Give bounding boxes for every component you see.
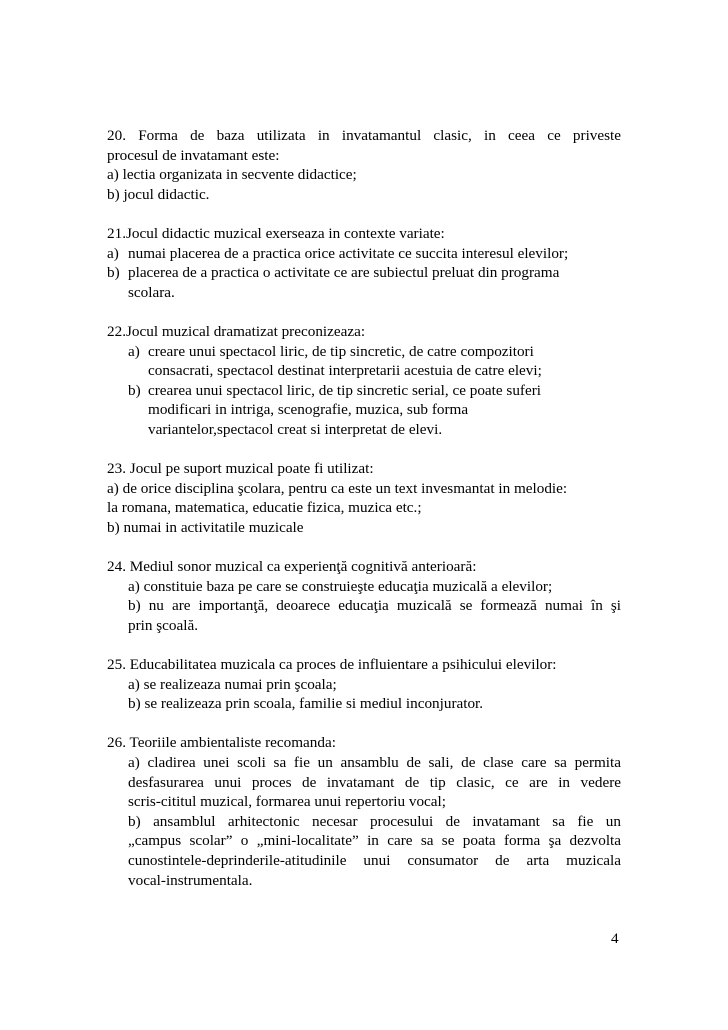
option-marker: a) [128, 342, 140, 360]
question-20-stem-line2: procesul de invatamant este: [107, 146, 280, 164]
question-21-option-a-text: numai placerea de a practica orice activitate ce succita interesul elevilor; [128, 244, 569, 262]
question-23-option-a-line1: a) de orice disciplina şcolara, pentru ca este un text invesmantat in melodie: [107, 479, 568, 497]
question-26-option-a-line3: scris-cititul muzical, formarea unui repertoriu vocal; [128, 793, 446, 811]
option-marker: b) [128, 381, 141, 399]
question-24-option-a: a) constituie baza pe care se construieşte educaţia muzicală a elevilor; [128, 577, 553, 595]
page-body [107, 126, 621, 910]
question-20 [107, 126, 621, 204]
question-23-option-a-line2: la romana, matematica, educatie fizica, muzica etc.; [107, 499, 422, 517]
question-20-stem-line1: 20. Forma de baza utilizata in invatamantul clasic, in ceea ce priveste [107, 127, 621, 144]
question-23-stem: 23. Jocul pe suport muzical poate fi utilizat: [107, 460, 374, 478]
question-24-stem: 24. Mediul sonor muzical ca experienţă cognitivă anterioară: [107, 558, 477, 576]
question-24 [107, 557, 621, 635]
question-25-option-a: a) se realizeaza numai prin şcoala; [128, 675, 337, 693]
question-21 [107, 224, 621, 302]
question-25-stem: 25. Educabilitatea muzicala ca proces de influientare a psihicului elevilor: [107, 656, 557, 674]
option-marker: b) [107, 264, 120, 282]
question-21-option-a [107, 244, 621, 264]
question-22-option-a-line1: creare unui spectacol liric, de tip sincretic, de catre compozitori [148, 342, 534, 360]
question-26-option-a-line1: a) cladirea unei scoli sa fie un ansamblu de sali, de clase care sa permita [128, 754, 621, 771]
question-22 [107, 322, 621, 440]
page-number: 4 [611, 930, 619, 947]
question-23-option-b: b) numai in activitatile muzicale [107, 518, 304, 536]
question-21-option-b [107, 263, 621, 302]
question-22-option-b-line3: variantelor,spectacol creat si interpretat de elevi. [148, 420, 443, 438]
question-26-option-a-line2: desfasurarea unui proces de invatamant de tip clasic, ce are in vedere [128, 773, 621, 791]
question-23 [107, 459, 621, 537]
question-26-option-b-line1: b) ansamblul arhitectonic necesar procesului de invatamant sa fie un [128, 812, 621, 830]
question-22-option-b-line1: crearea unui spectacol liric, de tip sincretic serial, ce poate suferi [148, 381, 541, 399]
question-26-option-b-line2: „campus scolar” o „mini-localitate” in care sa se poata forma şa dezvolta [128, 832, 621, 850]
option-marker: a) [107, 244, 119, 262]
question-26-stem: 26. Teoriile ambientaliste recomanda: [107, 734, 336, 752]
question-26-option-b-line3: cunostintele-deprinderile-atitudinile unui consumator de arta muzicala [128, 851, 621, 869]
question-21-stem: 21.Jocul didactic muzical exerseaza in contexte variate: [107, 224, 445, 242]
question-26-option-b-line4: vocal-instrumentala. [128, 871, 253, 889]
question-22-option-a-line2: consacrati, spectacol destinat interpretarii acestuia de catre elevi; [148, 362, 542, 380]
question-25-option-b: b) se realizeaza prin scoala, familie si mediul inconjurator. [128, 695, 484, 713]
question-22-option-a [107, 342, 621, 381]
question-20-option-b: b) jocul didactic. [107, 185, 210, 203]
question-24-option-b-line1: b) nu are importanţă, deoarece educaţia muzicală se formează numai în şi [128, 597, 621, 615]
question-24-option-b-line2: prin şcoală. [128, 616, 199, 634]
question-26 [107, 733, 621, 890]
question-21-option-b-line2: scolara. [128, 283, 175, 301]
question-21-option-b-line1: placerea de a practica o activitate ce are subiectul preluat din programa [128, 264, 560, 282]
question-22-stem: 22.Jocul muzical dramatizat preconizeaza: [107, 322, 366, 340]
question-20-option-a: a) lectia organizata in secvente didactice; [107, 166, 357, 184]
question-25 [107, 655, 621, 714]
question-22-option-b-line2: modificari in intriga, scenografie, muzica, sub forma [148, 401, 469, 419]
question-22-option-b [107, 381, 621, 440]
